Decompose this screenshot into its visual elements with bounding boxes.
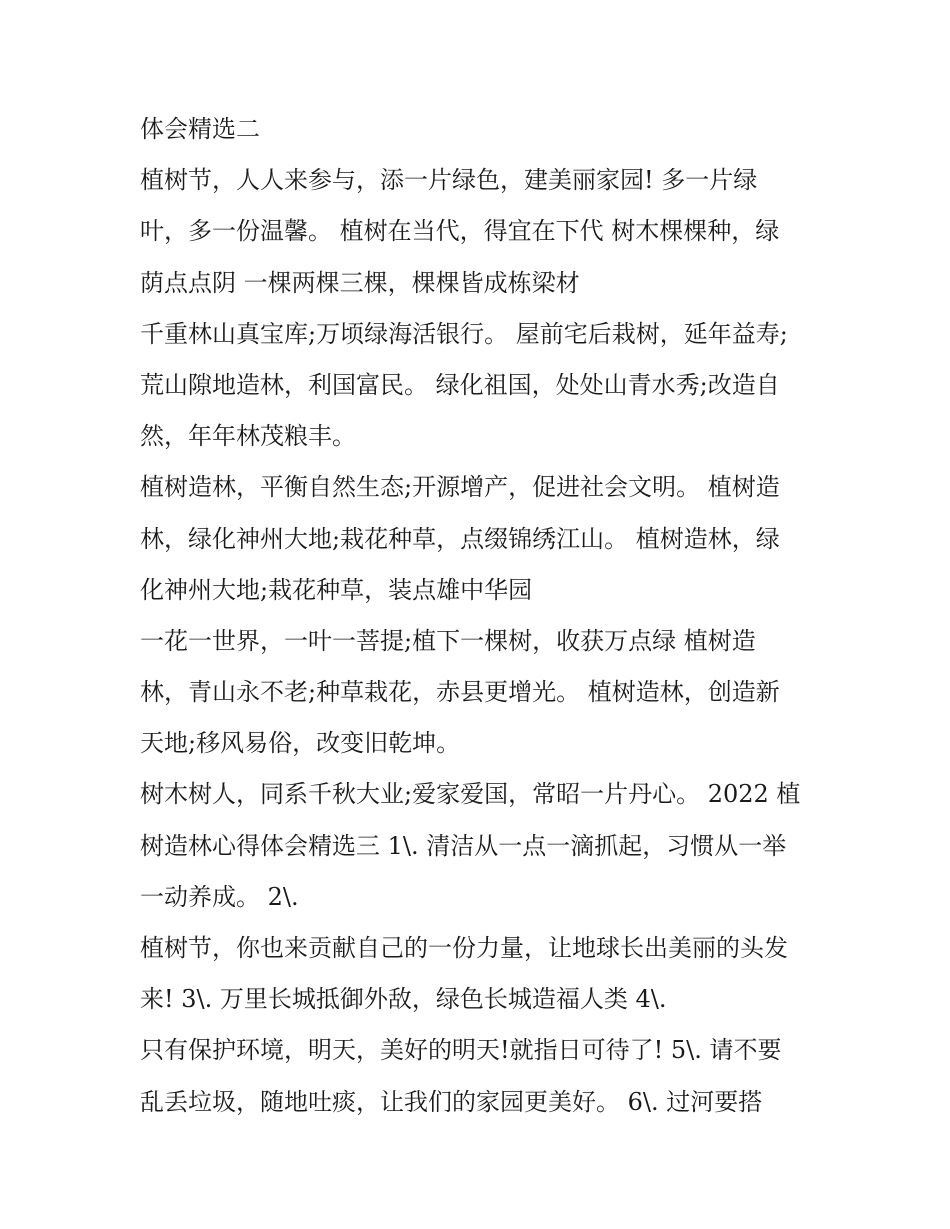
text-line-2: 植树节，人人来参与，添一片绿色，建美丽家园! 多一片绿 <box>140 166 758 195</box>
text-line-17: 植树节，你也来贡献自己的一份力量，让地球长出美丽的头发 <box>140 934 788 962</box>
text-line-9: 林，绿化神州大地;栽花种草，点缀锦绣江山。 植树造林，绿 <box>140 524 780 553</box>
text-line-19: 只有保护环境，明天，美好的明天!就指日可待了! 5\. 请不要 <box>140 1036 782 1065</box>
text-line-3: 叶，多一份温馨。 植树在当代，得宜在下代 树木棵棵种，绿 <box>140 217 780 246</box>
text-line-4: 荫点点阴 一棵两棵三棵，棵棵皆成栋梁材 <box>140 268 580 297</box>
text-line-20: 乱丢垃圾，随地吐痰，让我们的家园更美好。 6\. 过河要搭 <box>140 1087 763 1116</box>
text-line-8: 植树造林，平衡自然生态;开源增产，促进社会文明。 植树造 <box>140 473 780 502</box>
document-body <box>140 104 820 1128</box>
text-line-12: 林，青山永不老;种草栽花，赤县更增光。 植树造林，创造新 <box>140 678 780 707</box>
text-line-11: 一花一世界，一叶一菩提;植下一棵树，收获万点绿 植树造 <box>140 626 756 655</box>
text-line-14: 树木树人，同系千秋大业;爱家爱国，常昭一片丹心。 2022 植 <box>140 780 801 809</box>
text-line-15: 树造林心得体会精选三 1\. 清洁从一点一滴抓起，习惯从一举 <box>140 831 787 860</box>
text-line-16: 一动养成。 2\. <box>140 882 299 911</box>
text-line-7: 然，年年林茂粮丰。 <box>140 422 356 451</box>
text-line-13: 天地;移风易俗，改变旧乾坤。 <box>140 729 461 758</box>
text-line-6: 荒山隙地造林，利国富民。 绿化祖国，处处山青水秀;改造自 <box>140 370 780 399</box>
text-line-18: 来! 3\. 万里长城抵御外敌，绿色长城造福人类 4\. <box>140 985 667 1014</box>
text-line-10: 化神州大地;栽花种草，装点雄中华园 <box>140 575 533 604</box>
text-line-1: 体会精选二 <box>140 115 260 143</box>
text-line-5: 千重林山真宝库;万顷绿海活银行。 屋前宅后栽树，延年益寿; <box>140 319 788 348</box>
